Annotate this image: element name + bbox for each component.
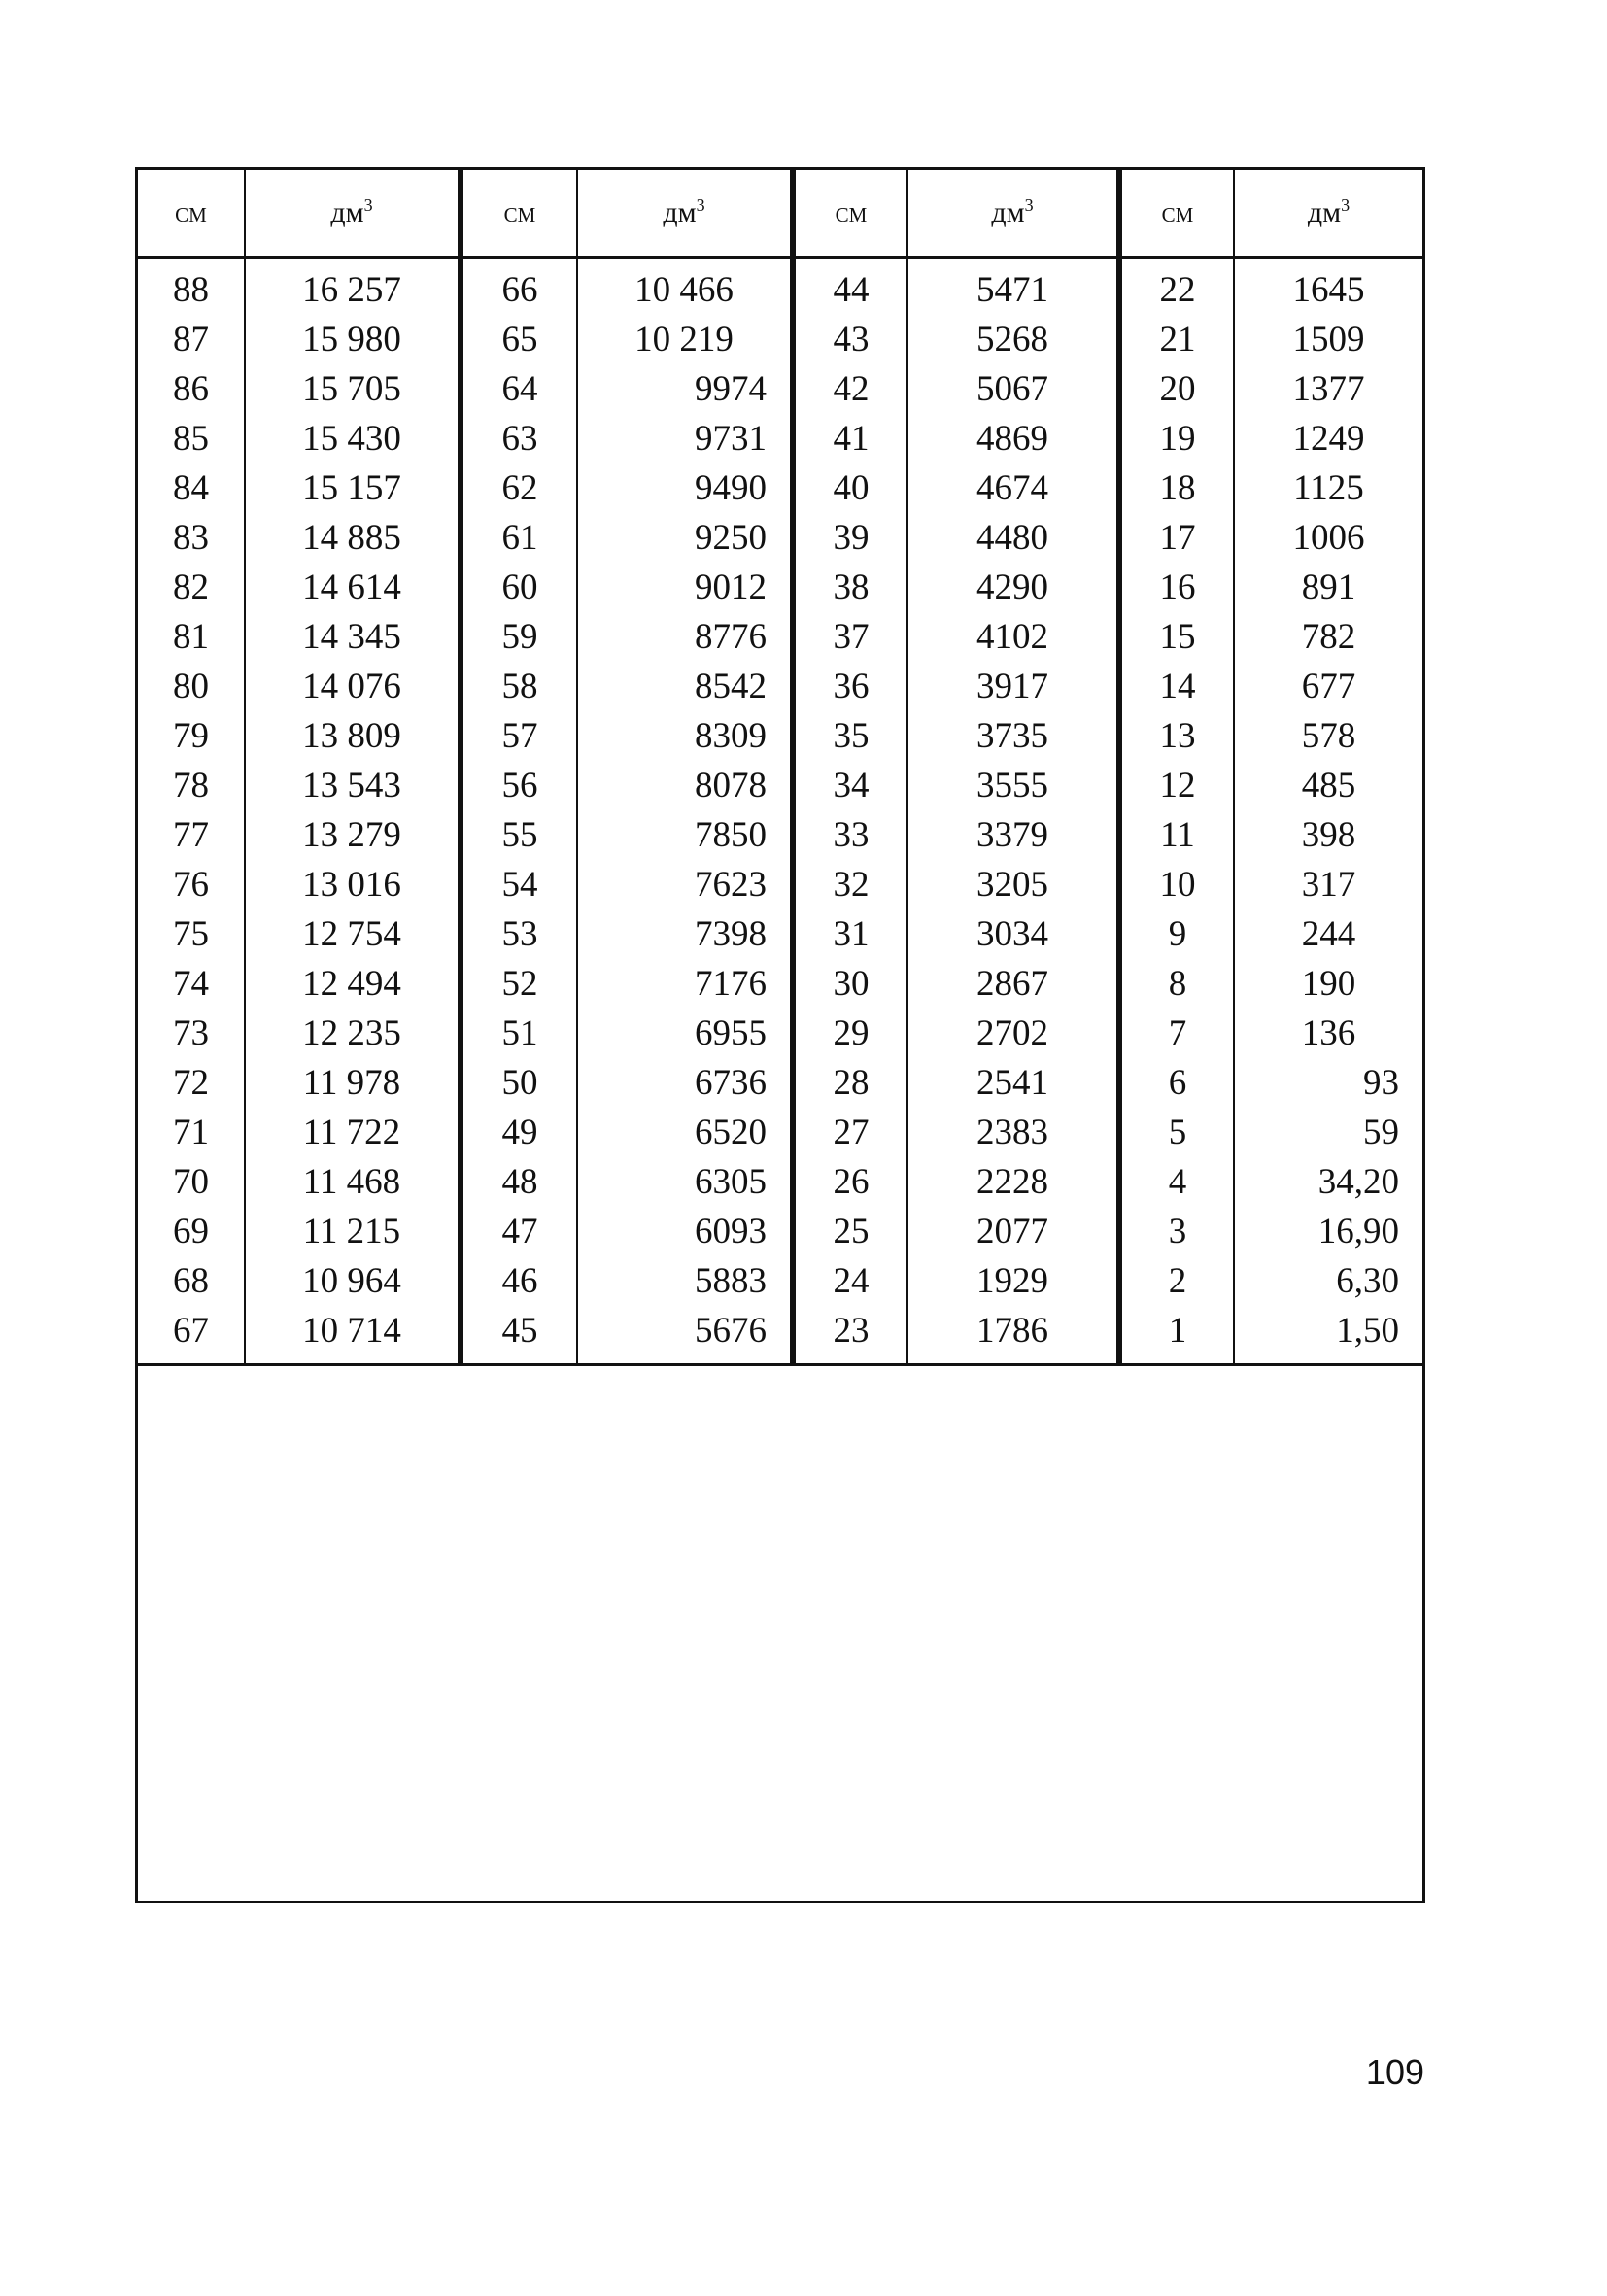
header-row [138, 170, 1422, 257]
cell-cm: 72 [173, 1063, 209, 1103]
cell-dm3: 6520 [577, 1108, 793, 1157]
cell-dm3: 1,50 [1234, 1306, 1422, 1365]
cell-dm3: 9250 [577, 513, 793, 563]
cell-dm3: 1006 [1234, 513, 1422, 563]
cell-cm: 52 [461, 959, 577, 1009]
cell-cm: 44 [793, 257, 907, 315]
cell-dm3: 12 235 [245, 1009, 461, 1058]
cell-cm: 13 [1119, 711, 1234, 761]
cell-dm3: 4869 [907, 414, 1119, 463]
table-row [138, 315, 1422, 364]
cell-cm: 56 [461, 761, 577, 810]
cell-dm3: 13 543 [245, 761, 461, 810]
cell-dm3: 7850 [577, 810, 793, 860]
cell-dm3: 4102 [907, 612, 1119, 662]
cell-cm: 19 [1119, 414, 1234, 463]
cell-dm3: 9974 [577, 364, 793, 414]
cell-cm: 78 [173, 766, 209, 805]
cell-dm3: 3555 [907, 761, 1119, 810]
cell-cm: 22 [1119, 257, 1234, 315]
cell-cm: 70 [173, 1162, 209, 1202]
cell-cm: 61 [461, 513, 577, 563]
cell-cm: 9 [1119, 909, 1234, 959]
cell-cm: 34 [793, 761, 907, 810]
cell-dm3: 8078 [577, 761, 793, 810]
cell-dm3: 891 [1234, 563, 1422, 612]
cell-cm: 83 [173, 518, 209, 558]
cell-cm: 24 [793, 1256, 907, 1306]
cell-cm: 4 [1119, 1157, 1234, 1207]
cell-dm3: 2541 [907, 1058, 1119, 1108]
cell-cm: 76 [173, 865, 209, 905]
cell-dm3: 7176 [577, 959, 793, 1009]
calibration-table-frame [135, 167, 1425, 1903]
cell-cm: 71 [173, 1113, 209, 1152]
table-row [138, 1108, 1422, 1157]
cell-dm3: 677 [1234, 662, 1422, 711]
cell-cm: 66 [461, 257, 577, 315]
cell-dm3: 6,30 [1234, 1256, 1422, 1306]
column-header-dm3: $дм^3$ [245, 170, 461, 257]
cell-cm: 59 [461, 612, 577, 662]
cell-cm: 63 [461, 414, 577, 463]
cell-cm: 2 [1119, 1256, 1234, 1306]
cell-cm: 57 [461, 711, 577, 761]
cell-dm3: 317 [1234, 860, 1422, 909]
cell-dm3: 14 885 [245, 513, 461, 563]
table-row [138, 563, 1422, 612]
cell-cm: 85 [173, 419, 209, 459]
cell-dm3: 15 705 [245, 364, 461, 414]
cell-dm3: 7623 [577, 860, 793, 909]
table-row [138, 364, 1422, 414]
cell-dm3: 11 722 [245, 1108, 461, 1157]
cell-dm3: 12 754 [245, 909, 461, 959]
cell-dm3: 15 430 [245, 414, 461, 463]
cell-dm3: 6736 [577, 1058, 793, 1108]
cell-cm: 68 [173, 1261, 209, 1301]
cell-dm3: 14 614 [245, 563, 461, 612]
calibration-table [138, 170, 1422, 1366]
cell-cm: 40 [793, 463, 907, 513]
cell-dm3: 1377 [1234, 364, 1422, 414]
cell-dm3: 485 [1234, 761, 1422, 810]
cell-dm3: 8776 [577, 612, 793, 662]
page-number: 109 [1365, 2052, 1424, 2092]
table-row [138, 463, 1422, 513]
cell-cm: 82 [173, 567, 209, 607]
cell-dm3: 244 [1234, 909, 1422, 959]
cell-dm3: 782 [1234, 612, 1422, 662]
cell-dm3: 6305 [577, 1157, 793, 1207]
cell-cm: 32 [793, 860, 907, 909]
table-row [138, 711, 1422, 761]
cell-dm3: 13 809 [245, 711, 461, 761]
cell-dm3: 9490 [577, 463, 793, 513]
cell-dm3: 4290 [907, 563, 1119, 612]
table-row [138, 860, 1422, 909]
cell-dm3: 9012 [577, 563, 793, 612]
cell-cm: 30 [793, 959, 907, 1009]
cell-dm3: 13 016 [245, 860, 461, 909]
cell-dm3: 8542 [577, 662, 793, 711]
cell-dm3: 59 [1234, 1108, 1422, 1157]
cell-dm3: 3205 [907, 860, 1119, 909]
cell-cm: 14 [1119, 662, 1234, 711]
cell-cm: 67 [173, 1311, 209, 1351]
cell-dm3: 1786 [907, 1306, 1119, 1365]
table-row [138, 1157, 1422, 1207]
cell-cm: 49 [461, 1108, 577, 1157]
column-header-dm3: $дм^3$ [1234, 170, 1422, 257]
cell-dm3: 5883 [577, 1256, 793, 1306]
cell-dm3: 7398 [577, 909, 793, 959]
cell-cm: 15 [1119, 612, 1234, 662]
table-row [138, 1058, 1422, 1108]
cell-dm3: 190 [1234, 959, 1422, 1009]
cell-cm: 33 [793, 810, 907, 860]
cell-dm3: 2228 [907, 1157, 1119, 1207]
cell-cm: 7 [1119, 1009, 1234, 1058]
cell-dm3: 1509 [1234, 315, 1422, 364]
cell-dm3: 34,20 [1234, 1157, 1422, 1207]
cell-cm: 42 [793, 364, 907, 414]
cell-cm: 5 [1119, 1108, 1234, 1157]
table-row [138, 909, 1422, 959]
cell-cm: 3 [1119, 1207, 1234, 1256]
cell-dm3: 1125 [1234, 463, 1422, 513]
cell-dm3: 15 980 [245, 315, 461, 364]
cell-cm: 41 [793, 414, 907, 463]
cell-dm3: 2077 [907, 1207, 1119, 1256]
cell-dm3: 3379 [907, 810, 1119, 860]
cell-cm: 73 [173, 1013, 209, 1053]
cell-dm3: 3034 [907, 909, 1119, 959]
cell-cm: 47 [461, 1207, 577, 1256]
column-header-dm3: $дм^3$ [907, 170, 1119, 257]
cell-dm3: 578 [1234, 711, 1422, 761]
cell-cm: 64 [461, 364, 577, 414]
cell-dm3: 5268 [907, 315, 1119, 364]
cell-dm3: 93 [1234, 1058, 1422, 1108]
cell-dm3: 136 [1234, 1009, 1422, 1058]
cell-cm: 87 [173, 320, 209, 360]
cell-dm3: 8309 [577, 711, 793, 761]
cell-dm3: 14 076 [245, 662, 461, 711]
table-row [138, 513, 1422, 563]
cell-cm: 80 [173, 667, 209, 706]
cell-cm: 69 [173, 1212, 209, 1251]
column-header-dm3: $дм^3$ [577, 170, 793, 257]
cell-dm3: 11 468 [245, 1157, 461, 1207]
cell-dm3: 14 345 [245, 612, 461, 662]
cell-dm3: 16 257 [245, 257, 461, 315]
cell-dm3: 10 219 [577, 315, 793, 364]
cell-cm: 88 [173, 270, 209, 310]
cell-cm: 17 [1119, 513, 1234, 563]
cell-cm: 60 [461, 563, 577, 612]
cell-dm3: 1645 [1234, 257, 1422, 315]
cell-cm: 48 [461, 1157, 577, 1207]
cell-cm: 39 [793, 513, 907, 563]
cell-dm3: 2702 [907, 1009, 1119, 1058]
cell-dm3: 3735 [907, 711, 1119, 761]
cell-cm: 31 [793, 909, 907, 959]
table-row [138, 1306, 1422, 1365]
table-row [138, 959, 1422, 1009]
cell-cm: 51 [461, 1009, 577, 1058]
cell-cm: 74 [173, 964, 209, 1004]
cell-dm3: 398 [1234, 810, 1422, 860]
cell-dm3: 13 279 [245, 810, 461, 860]
table-bottom-rule [138, 1365, 1422, 1367]
cell-dm3: 10 466 [577, 257, 793, 315]
column-header-cm: см [793, 170, 907, 257]
column-header-cm: см [461, 170, 577, 257]
cell-cm: 23 [793, 1306, 907, 1365]
cell-cm: 6 [1119, 1058, 1234, 1108]
cell-cm: 18 [1119, 463, 1234, 513]
cell-cm: 84 [173, 468, 209, 508]
cell-cm: 1 [1119, 1306, 1234, 1365]
cell-cm: 37 [793, 612, 907, 662]
cell-dm3: 6093 [577, 1207, 793, 1256]
cell-cm: 53 [461, 909, 577, 959]
cell-dm3: 5676 [577, 1306, 793, 1365]
cell-dm3: 3917 [907, 662, 1119, 711]
table-row [138, 810, 1422, 860]
cell-dm3: 5471 [907, 257, 1119, 315]
cell-cm: 45 [461, 1306, 577, 1365]
table-row [138, 1207, 1422, 1256]
cell-cm: 81 [173, 617, 209, 657]
table-body [138, 257, 1422, 1365]
table-row [138, 1256, 1422, 1306]
cell-cm: 86 [173, 369, 209, 409]
cell-dm3: 15 157 [245, 463, 461, 513]
cell-cm: 65 [461, 315, 577, 364]
table-row [138, 612, 1422, 662]
cell-cm: 46 [461, 1256, 577, 1306]
cell-cm: 55 [461, 810, 577, 860]
cell-dm3: 10 714 [245, 1306, 461, 1365]
cell-dm3: 5067 [907, 364, 1119, 414]
table-row [138, 257, 1422, 315]
cell-cm: 12 [1119, 761, 1234, 810]
cell-cm: 29 [793, 1009, 907, 1058]
cell-dm3: 4674 [907, 463, 1119, 513]
table-row [138, 414, 1422, 463]
column-header-cm: см [1119, 170, 1234, 257]
cell-cm: 58 [461, 662, 577, 711]
cell-cm: 8 [1119, 959, 1234, 1009]
cell-cm: 11 [1119, 810, 1234, 860]
cell-cm: 16 [1119, 563, 1234, 612]
cell-cm: 43 [793, 315, 907, 364]
cell-dm3: 2383 [907, 1108, 1119, 1157]
table-row [138, 662, 1422, 711]
table-row [138, 761, 1422, 810]
cell-cm: 27 [793, 1108, 907, 1157]
cell-cm: 54 [461, 860, 577, 909]
cell-dm3: 10 964 [245, 1256, 461, 1306]
cell-cm: 20 [1119, 364, 1234, 414]
cell-dm3: 1929 [907, 1256, 1119, 1306]
cell-cm: 35 [793, 711, 907, 761]
cell-cm: 75 [173, 914, 209, 954]
cell-dm3: 4480 [907, 513, 1119, 563]
cell-cm: 38 [793, 563, 907, 612]
cell-dm3: 16,90 [1234, 1207, 1422, 1256]
cell-cm: 77 [173, 815, 209, 855]
cell-dm3: 11 215 [245, 1207, 461, 1256]
cell-dm3: 11 978 [245, 1058, 461, 1108]
cell-cm: 10 [1119, 860, 1234, 909]
cell-cm: 36 [793, 662, 907, 711]
cell-cm: 25 [793, 1207, 907, 1256]
cell-cm: 79 [173, 716, 209, 756]
cell-cm: 62 [461, 463, 577, 513]
cell-dm3: 2867 [907, 959, 1119, 1009]
cell-dm3: 1249 [1234, 414, 1422, 463]
table-row [138, 1009, 1422, 1058]
column-header-cm: см [138, 170, 245, 257]
cell-dm3: 12 494 [245, 959, 461, 1009]
cell-cm: 21 [1119, 315, 1234, 364]
cell-cm: 50 [461, 1058, 577, 1108]
cell-cm: 28 [793, 1058, 907, 1108]
cell-dm3: 6955 [577, 1009, 793, 1058]
cell-cm: 26 [793, 1157, 907, 1207]
cell-dm3: 9731 [577, 414, 793, 463]
